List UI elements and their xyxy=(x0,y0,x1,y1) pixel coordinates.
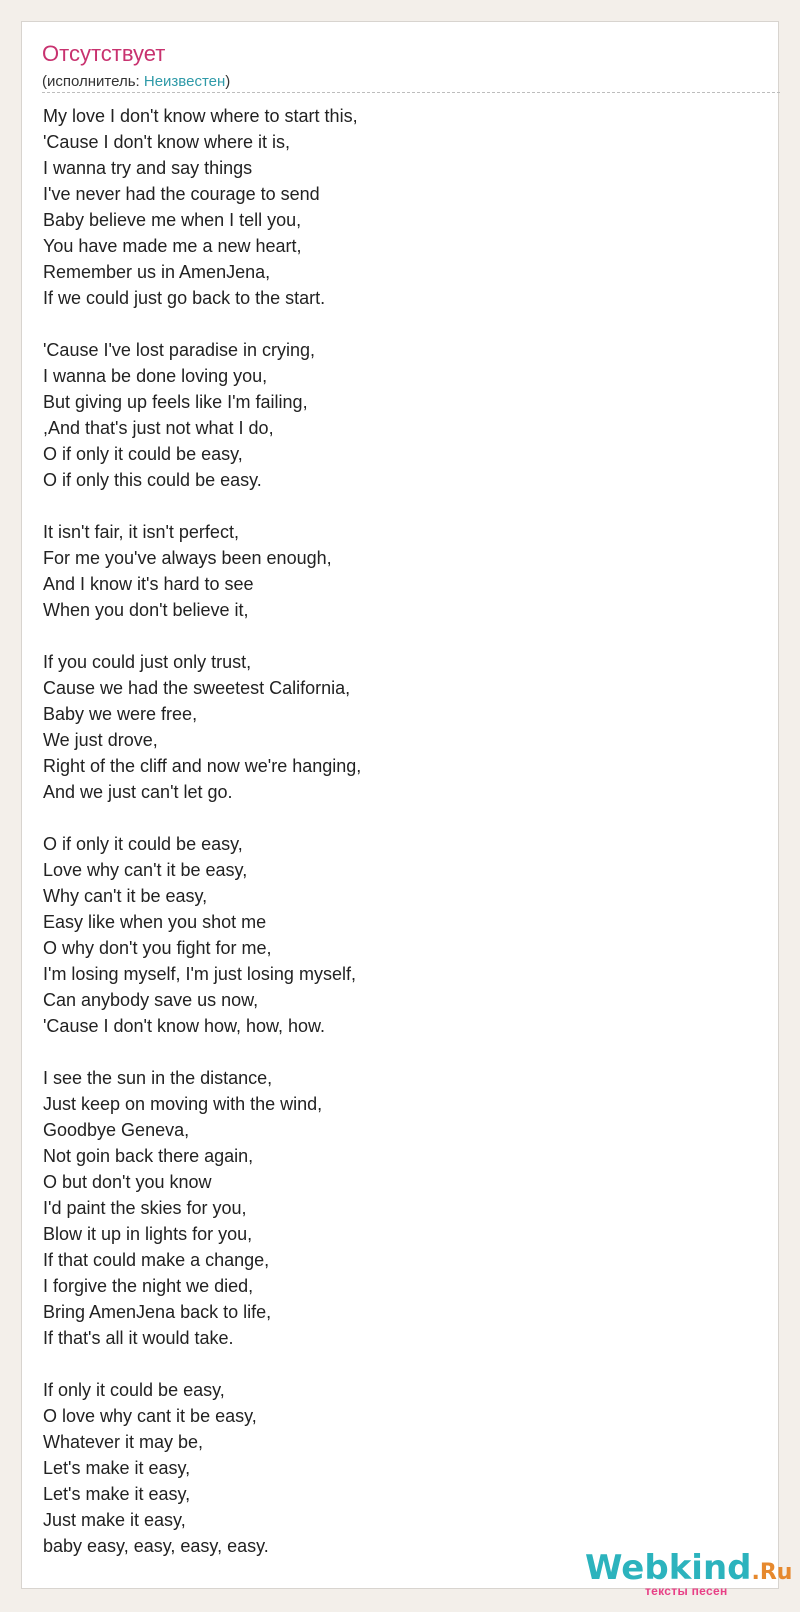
lyric-line: I wanna be done loving you, xyxy=(43,366,268,386)
lyric-line: Let's make it easy, xyxy=(43,1484,191,1504)
lyric-line: baby easy, easy, easy, easy. xyxy=(43,1536,269,1556)
artist-prefix: (исполнитель: xyxy=(42,73,144,90)
lyrics-stanza xyxy=(43,1065,743,1351)
lyric-line: When you don't believe it, xyxy=(43,600,249,620)
lyrics-stanza xyxy=(43,1377,743,1559)
lyric-line: Let's make it easy, xyxy=(43,1458,191,1478)
lyrics-stanza xyxy=(43,337,743,493)
lyric-line: My love I don't know where to start this, xyxy=(43,106,358,126)
logo-main-text: Webkind xyxy=(585,1548,752,1588)
lyric-line: O why don't you fight for me, xyxy=(43,938,272,958)
lyric-line: Not goin back there again, xyxy=(43,1146,254,1166)
lyric-line: I'd paint the skies for you, xyxy=(43,1198,247,1218)
lyric-line: Why can't it be easy, xyxy=(43,886,208,906)
lyric-line: O if only it could be easy, xyxy=(43,834,243,854)
lyric-line: Baby believe me when I tell you, xyxy=(43,210,302,230)
title-divider xyxy=(42,92,780,93)
lyric-line: O love why cant it be easy, xyxy=(43,1406,257,1426)
lyric-line: And we just can't let go. xyxy=(43,782,233,802)
lyric-line: Remember us in AmenJena, xyxy=(43,262,271,282)
lyrics-stanza xyxy=(43,519,743,623)
lyric-line: For me you've always been enough, xyxy=(43,548,332,568)
lyric-line: If you could just only trust, xyxy=(43,652,252,672)
lyric-line: I forgive the night we died, xyxy=(43,1276,254,1296)
logo-suffix-text: .Ru xyxy=(751,1560,793,1585)
lyric-line: I see the sun in the distance, xyxy=(43,1068,273,1088)
lyric-line: Right of the cliff and now we're hanging, xyxy=(43,756,362,776)
lyric-line: 'Cause I've lost paradise in crying, xyxy=(43,340,316,360)
lyric-line: And I know it's hard to see xyxy=(43,574,254,594)
lyric-line: O if only this could be easy. xyxy=(43,470,262,490)
lyrics-stanza xyxy=(43,649,743,805)
lyric-line: Baby we were free, xyxy=(43,704,198,724)
lyrics-body xyxy=(43,103,743,1585)
lyric-line: You have made me a new heart, xyxy=(43,236,302,256)
lyric-line: If that could make a change, xyxy=(43,1250,270,1270)
lyric-line: Cause we had the sweetest California, xyxy=(43,678,351,698)
lyric-line: Can anybody save us now, xyxy=(43,990,259,1010)
lyric-line: 'Cause I don't know where it is, xyxy=(43,132,290,152)
logo-tagline: тексты песен xyxy=(645,1584,728,1598)
site-logo[interactable] xyxy=(585,1548,793,1600)
lyric-line: It isn't fair, it isn't perfect, xyxy=(43,522,239,542)
lyric-line: I've never had the courage to send xyxy=(43,184,320,204)
lyric-line: 'Cause I don't know how, how, how. xyxy=(43,1016,326,1036)
lyric-line: If we could just go back to the start. xyxy=(43,288,326,308)
lyric-line: I wanna try and say things xyxy=(43,158,253,178)
lyric-line: Just make it easy, xyxy=(43,1510,186,1530)
lyric-line: Just keep on moving with the wind, xyxy=(43,1094,323,1114)
lyrics-stanza xyxy=(43,831,743,1039)
lyric-line: Blow it up in lights for you, xyxy=(43,1224,253,1244)
artist-suffix: ) xyxy=(225,73,231,90)
lyric-line: Bring AmenJena back to life, xyxy=(43,1302,272,1322)
artist-line xyxy=(42,73,230,90)
lyric-line: Goodbye Geneva, xyxy=(43,1120,190,1140)
lyric-line: Whatever it may be, xyxy=(43,1432,204,1452)
lyric-line: ,And that's just not what I do, xyxy=(43,418,274,438)
lyric-line: If that's all it would take. xyxy=(43,1328,234,1348)
lyric-line: O but don't you know xyxy=(43,1172,212,1192)
song-title: Отсутствует xyxy=(42,41,166,66)
lyric-line: Love why can't it be easy, xyxy=(43,860,248,880)
lyric-line: O if only it could be easy, xyxy=(43,444,243,464)
lyrics-card xyxy=(21,21,779,1589)
lyric-line: We just drove, xyxy=(43,730,158,750)
lyric-line: Easy like when you shot me xyxy=(43,912,267,932)
lyrics-stanza xyxy=(43,103,743,311)
lyric-line: But giving up feels like I'm failing, xyxy=(43,392,308,412)
artist-link[interactable]: Неизвестен xyxy=(143,73,226,90)
lyric-line: I'm losing myself, I'm just losing myself, xyxy=(43,964,356,984)
lyric-line: If only it could be easy, xyxy=(43,1380,225,1400)
